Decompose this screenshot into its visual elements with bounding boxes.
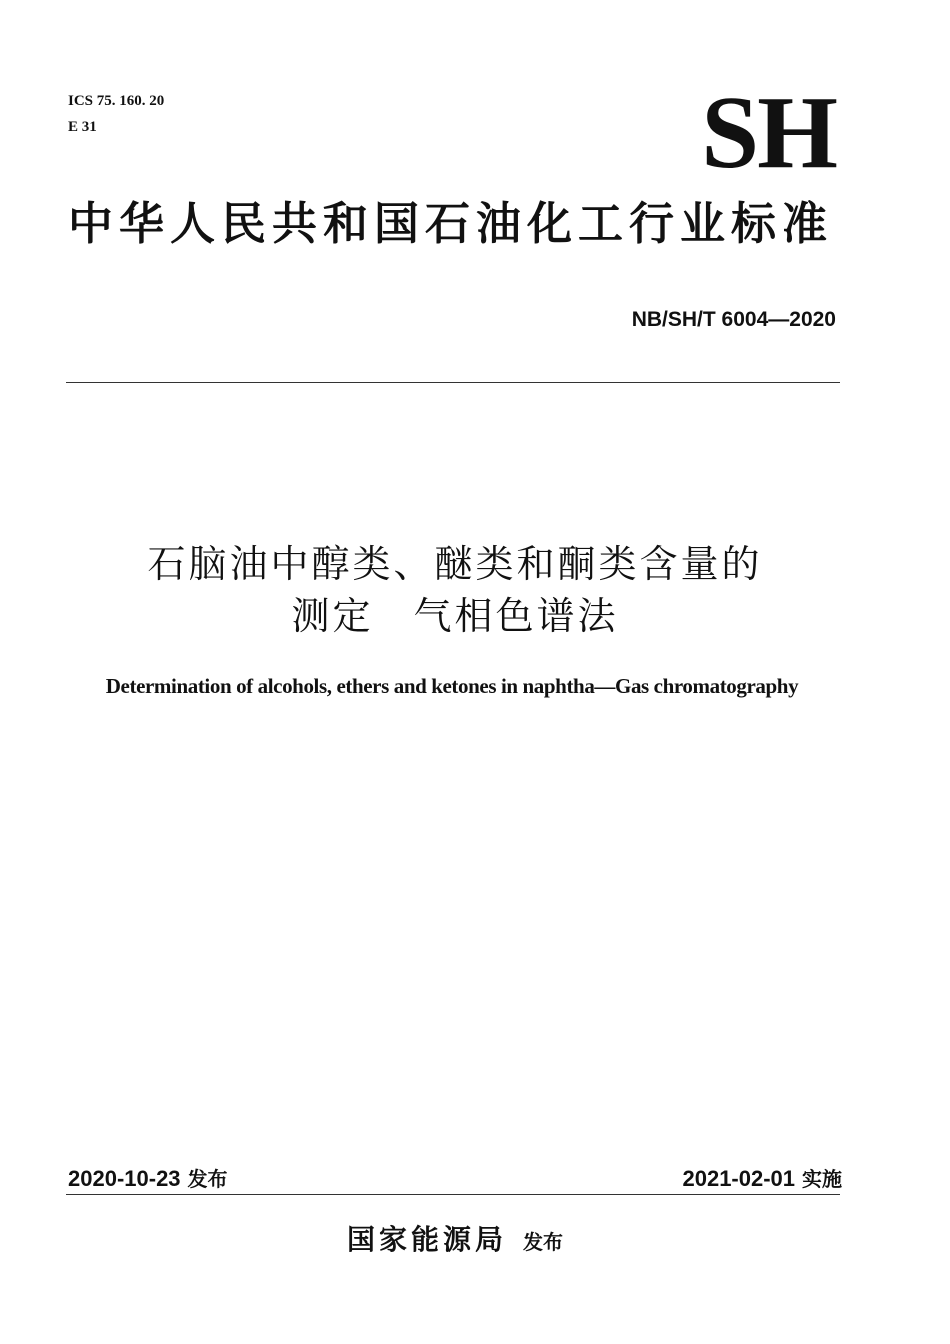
document-title-cn-line2	[0, 590, 910, 642]
classification-codes	[68, 88, 164, 140]
issue-date-block	[68, 1164, 228, 1194]
ics-code: ICS 75. 160. 20	[68, 93, 165, 109]
document-title-cn-line1: 石脑油中醇类、醚类和酮类含量的	[147, 542, 763, 586]
issue-label: 发布	[187, 1167, 228, 1191]
issue-date: 2020-10-23	[68, 1166, 181, 1191]
implement-date: 2021-02-01	[682, 1166, 796, 1191]
document-title-cn-part1: 测定	[291, 594, 374, 638]
implement-date-block	[682, 1164, 842, 1194]
standard-number: NB/SH/T 6004—2020	[631, 308, 836, 331]
sh-logo: SH	[701, 75, 836, 190]
issuer-verb: 发布	[523, 1230, 563, 1254]
implement-label: 实施	[802, 1167, 842, 1191]
document-title-en: Determination of alcohols, ethers and ketones in naphtha—Gas chromatography	[105, 674, 799, 698]
issuer-block	[0, 1218, 910, 1258]
document-title-cn-part2: 气相色谱法	[413, 594, 619, 638]
top-divider	[66, 382, 840, 383]
ccs-code: E 31	[68, 119, 97, 135]
standard-category-title: 中华人民共和国石油化工行业标准	[68, 197, 834, 250]
bottom-divider	[66, 1194, 840, 1195]
issuing-organization: 国家能源局	[346, 1223, 507, 1256]
